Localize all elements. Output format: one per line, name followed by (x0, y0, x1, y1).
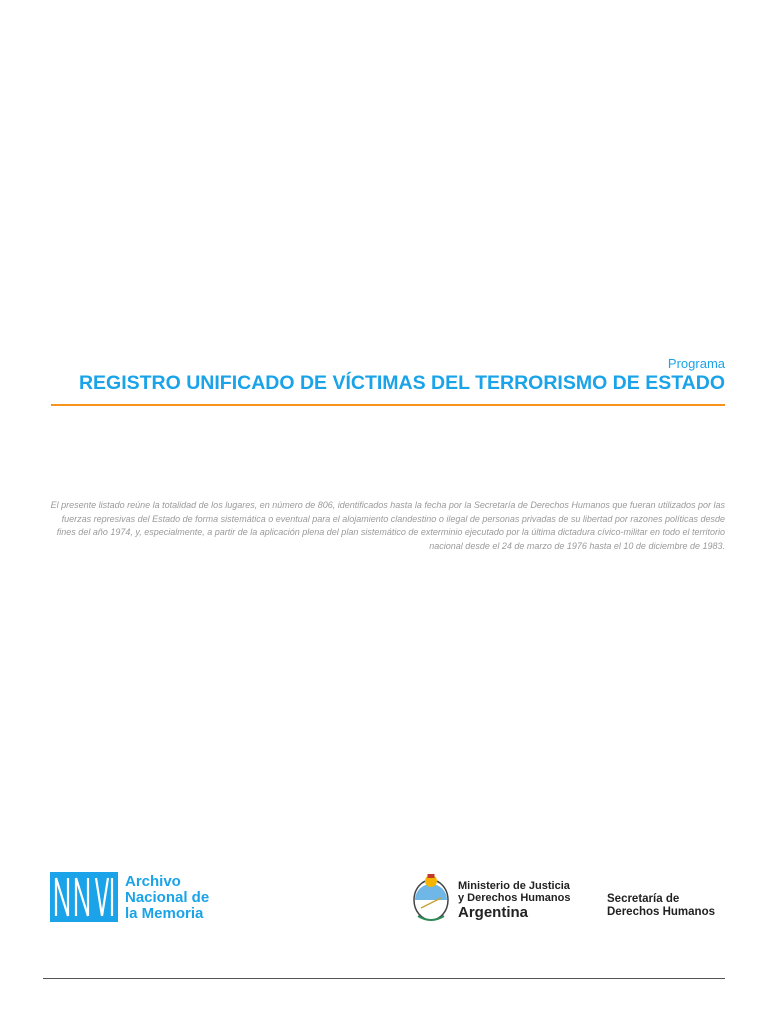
ministerio-line-2: y Derechos Humanos (458, 892, 571, 904)
ministerio-line-1: Ministerio de Justicia (458, 880, 570, 892)
archivo-mark-icon (50, 872, 118, 922)
secretaria-logo (607, 893, 715, 919)
archivo-line-2: Nacional de (125, 889, 210, 906)
intro-paragraph: El presente listado reúne la totalidad de los lugares, en número de 806, identificados hasta la fecha por la Secretaría de Derechos Humanos que fueran utilizados por las fuerzas represivas del Estado de forma sistemática o eventual para el alojamiento clandestino o ilegal de personas privadas de su libertad por razones políticas desde fines del año 1974, y, especialmente, a partir de la aplicación plena del plan sistemático de exterminio ejecutado por la última dictadura cívico-militar en todo el territorio nacional desde el 24 de marzo de 1976 hasta el 10 de diciembre de 1983. (50, 500, 725, 551)
program-label: Programa (667, 356, 725, 371)
title-divider (51, 404, 725, 406)
archivo-line-1: Archivo (125, 873, 181, 890)
secretaria-line-1: Secretaría de (607, 893, 680, 905)
archivo-wordmark (125, 874, 209, 922)
archivo-nacional-logo (50, 872, 230, 922)
archivo-line-3: la Memoria (125, 905, 204, 922)
footer-divider (43, 978, 725, 979)
ministerio-line-3: Argentina (458, 904, 529, 921)
document-title: REGISTRO UNIFICADO DE VÍCTIMAS DEL TERRORISMO DE ESTADO (78, 372, 725, 394)
secretaria-line-2: Derechos Humanos (607, 906, 716, 918)
ministerio-wordmark (458, 880, 570, 921)
national-seal-icon (412, 872, 450, 924)
ministerio-logo (412, 872, 582, 924)
